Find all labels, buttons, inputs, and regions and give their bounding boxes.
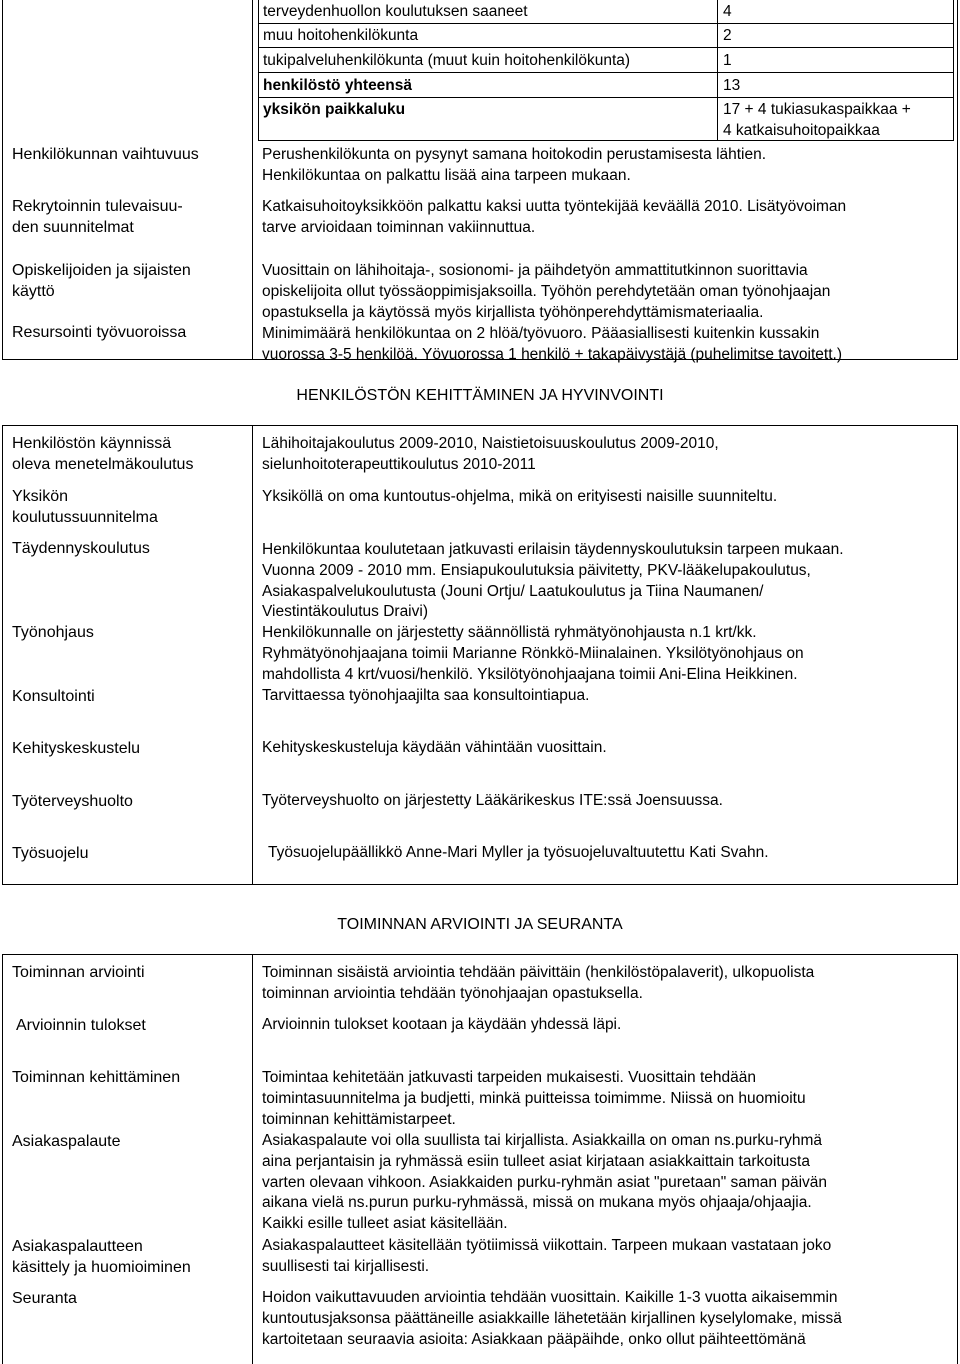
staff-table-rule — [258, 97, 954, 98]
row-text-results: Arvioinnin tulokset kootaan ja käydään yhdessä läpi. — [262, 1016, 622, 1033]
row-text-continuing-education: Henkilökuntaa koulutetaan jatkuvasti erilaisin täydennyskoulutuksin tarpeen mukaan. Vuonna 2009 - 2010 mm. Ensiapukoulutuksia päivitetty, PKV-lääkelupakoulutus, Asiakaspalvelukoulutusta (Jouni Ortju/ Laatukoulutus ja Tiina Naumanen/ Viestintäkoulutus Draivi) — [262, 541, 844, 621]
staff-row-value: 1 — [723, 52, 732, 69]
row-text-students: Vuosittain on lähihoitaja-, sosionomi- ja päihdetyön ammattitutkinnon suorittavia opiskelijoita ollut työssäoppimisjaksoilla. Työhön perehdytetään oman työnohjaajan opastuksella ja käytössä myös kirjallista työhönperehdyttämismateriaalia. — [262, 262, 831, 321]
row-text-safety: Työsuojelupäällikkö Anne-Mari Myller ja työsuojeluvaltuutettu Kati Svahn. — [268, 844, 769, 861]
row-label-turnover: Henkilökunnan vaihtuvuus — [12, 146, 199, 163]
section2-column-divider — [252, 425, 253, 885]
row-label-training-plan: Yksikön koulutussuunnitelma — [12, 488, 158, 526]
staff-row-label: terveydenhuollon koulutuksen saaneet — [263, 3, 528, 20]
row-text-development-discussion: Kehityskeskusteluja käydään vähintään vuosittain. — [262, 739, 607, 756]
row-label-recruitment: Rekrytoinnin tulevaisuu- den suunnitelmat — [12, 198, 183, 236]
section2-title: HENKILÖSTÖN KEHITTÄMINEN JA HYVINVOINTI — [296, 387, 664, 404]
row-text-followup: Hoidon vaikuttavuuden arviointia tehdään vuosittain. Kaikille 1-3 vuotta aikaisemmin kuntoutusjaksonsa päättäneille asiakkaille lähetetään kirjallinen kyselylomake, missä kartoitetaan seuraavia asioita: Asiakkaan pääpäihde, onko ollut päihteettömänä — [262, 1289, 842, 1348]
row-label-safety: Työsuojelu — [12, 845, 89, 862]
row-label-supervision: Työnohjaus — [12, 624, 94, 641]
row-label-feedback: Asiakaspalaute — [12, 1133, 121, 1150]
section3-column-divider — [252, 954, 253, 1364]
row-text-consulting: Tarvittaessa työnohjaajilta saa konsultointiapua. — [262, 687, 590, 704]
row-text-supervision: Henkilökunnalle on järjestetty säännöllistä ryhmätyönohjausta n.1 krt/kk. Ryhmätyönohjaajana toimii Marianne Rönkkö-Miinalainen. Yksilötyönohjaus on mahdollista 4 krt/vuosi/henkilö. Yksilötyönohjaajana toimii Ani-Elina Heikkinen. — [262, 624, 804, 683]
row-label-method-training: Henkilöstön käynnissä oleva menetelmäkoulutus — [12, 435, 194, 473]
staff-row-value: 2 — [723, 27, 732, 44]
section3-title: TOIMINNAN ARVIOINTI JA SEURANTA — [337, 916, 623, 933]
row-label-continuing-education: Täydennyskoulutus — [12, 540, 150, 557]
row-label-feedback-handling: Asiakaspalautteen käsittely ja huomioiminen — [12, 1238, 191, 1276]
row-text-method-training: Lähihoitajakoulutus 2009-2010, Naistietoisuuskoulutus 2009-2010, sielunhoitoterapeuttikoulutus 2010-2011 — [262, 435, 719, 473]
row-text-evaluation: Toiminnan sisäistä arviointia tehdään päivittäin (henkilöstöpalaverit), ulkopuolista toiminnan arviointia tehdään työnohjaajan opastuksella. — [262, 964, 815, 1002]
staff-row-label: yksikön paikkaluku — [263, 101, 406, 118]
row-text-turnover: Perushenkilökunta on pysynyt samana hoitokodin perustamisesta lähtien. Henkilökuntaa on palkattu lisää aina tarpeen mukaan. — [262, 146, 767, 184]
row-text-shifts: Minimimäärä henkilökuntaa on 2 hlöä/työvuoro. Pääasiallisesti kuitenkin kussakin vuorossa 3-5 henkilöä. Yövuorossa 1 henkilö + takapäivystäjä (puhelimitse tavoitett.) — [262, 325, 842, 363]
row-text-feedback-handling: Asiakaspalautteet käsitellään työtiimissä viikottain. Tarpeen mukaan vastataan joko suullisesti tai kirjallisesti. — [262, 1237, 832, 1275]
staff-row-value: 13 — [723, 77, 741, 94]
staff-row-value: 17 + 4 tukiasukaspaikkaa + — [723, 101, 911, 118]
staff-row-value: 4 — [723, 3, 732, 20]
staff-row-label: tukipalveluhenkilökunta (muut kuin hoitohenkilökunta) — [263, 52, 631, 69]
row-label-shifts: Resursointi työvuoroissa — [12, 324, 187, 341]
section1-column-divider — [252, 0, 253, 360]
staff-table-rule — [258, 47, 954, 48]
row-label-results: Arvioinnin tulokset — [16, 1017, 146, 1034]
staff-row-label: henkilöstö yhteensä — [263, 77, 413, 94]
row-label-students: Opiskelijoiden ja sijaisten käyttö — [12, 262, 191, 300]
staff-row-value-cont: 4 katkaisuhoitopaikkaa — [723, 122, 880, 139]
staff-table-rule — [258, 72, 954, 73]
staff-row-label: muu hoitohenkilökunta — [263, 27, 419, 44]
row-text-feedback: Asiakaspalaute voi olla suullista tai kirjallista. Asiakkailla on oman ns.purku-ryhmä aina perjantaisin ja ryhmässä esiin tulleet asiat kirjataan asiakkaittain tarkoitusta varten olevaan vihkoon. Asiakkaiden purku-ryhmän asiat "puretaan" saman päivän aikana vielä ns.purun purku-ryhmässä, missä on mukana myös ohjaaja/ohjaajia. Kaikki esille tulleet asiat käsitellään. — [262, 1132, 828, 1233]
row-text-training-plan: Yksiköllä on oma kuntoutus-ohjelma, mikä on erityisesti naisille suunniteltu. — [262, 488, 778, 505]
row-label-occupational-health: Työterveyshuolto — [12, 793, 133, 810]
row-label-development-discussion: Kehityskeskustelu — [12, 740, 141, 757]
row-label-followup: Seuranta — [12, 1290, 77, 1307]
staff-table-divider — [717, 0, 718, 141]
staff-table-rule — [258, 23, 954, 24]
row-text-occupational-health: Työterveyshuolto on järjestetty Lääkärikeskus ITE:ssä Joensuussa. — [262, 792, 723, 809]
row-label-development: Toiminnan kehittäminen — [12, 1069, 181, 1086]
row-text-development: Toimintaa kehitetään jatkuvasti tarpeiden mukaisesti. Vuosittain tehdään toimintasuunnitelma ja budjetti, minkä puitteissa toimimme. Niissä on huomioitu toiminnan kehittämistarpeet. — [262, 1069, 806, 1128]
row-label-consulting: Konsultointi — [12, 688, 95, 705]
row-text-recruitment: Katkaisuhoitoyksikköön palkattu kaksi uutta työntekijää keväällä 2010. Lisätyövoiman tarve arvioidaan toiminnan vakiinnuttua. — [262, 198, 847, 236]
row-label-evaluation: Toiminnan arviointi — [12, 964, 145, 981]
